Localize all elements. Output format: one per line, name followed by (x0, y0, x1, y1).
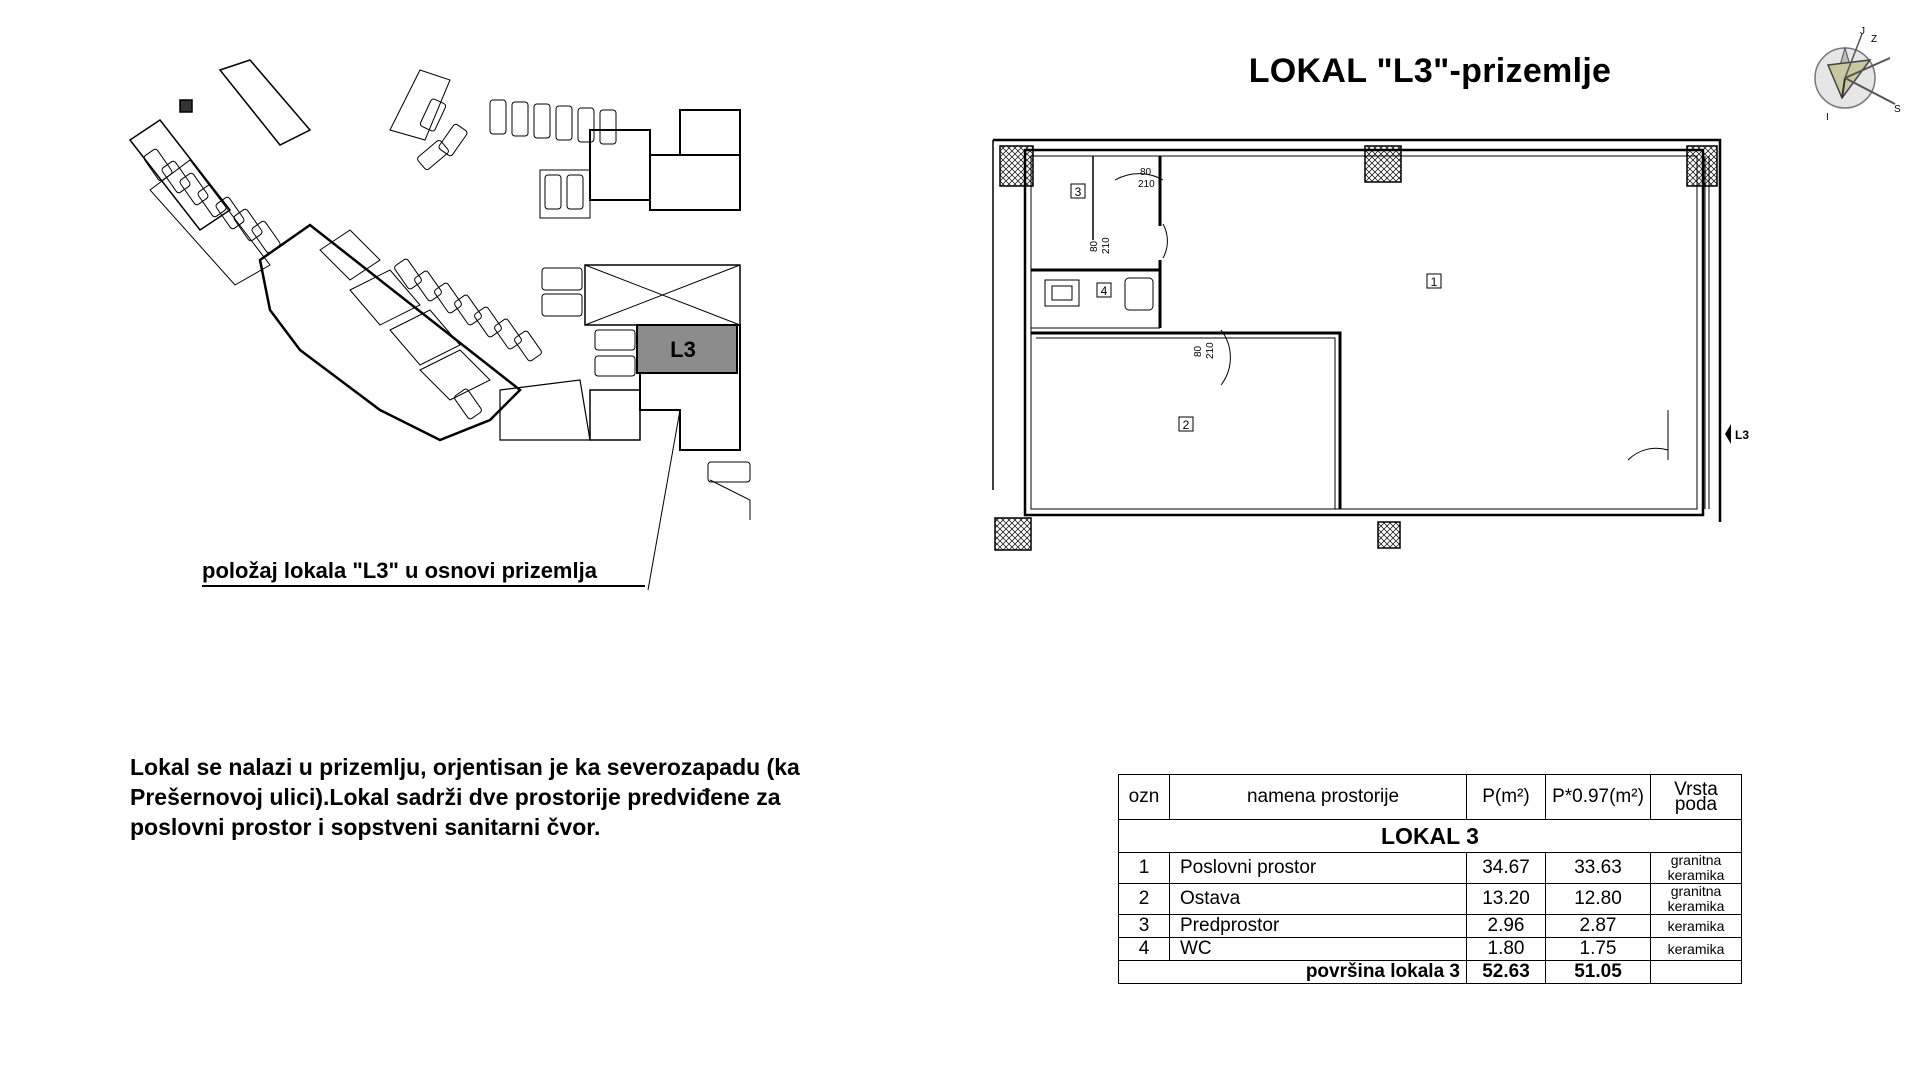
table-total-row (1119, 961, 1742, 984)
table-row (1119, 915, 1742, 938)
compass-icon (1790, 20, 1910, 130)
header-ozn: ozn (1119, 775, 1170, 820)
cell-ozn: 2 (1119, 884, 1170, 915)
cell-name: Poslovni prostor (1170, 853, 1467, 884)
table-row (1119, 884, 1742, 915)
table-row (1119, 938, 1742, 961)
room-number-4: 4 (1100, 284, 1108, 298)
site-plan-caption: položaj lokala "L3" u osnovi prizemlja (202, 558, 597, 583)
room-number-2: 2 (1182, 418, 1190, 432)
cell-floor-type: keramika (1651, 915, 1742, 938)
door-height-label: 210 (1205, 342, 1216, 359)
cell-ozn: 3 (1119, 915, 1170, 938)
room-number-3: 3 (1074, 185, 1082, 199)
floor-plan (985, 130, 1750, 560)
cell-floor-type: granitna keramika (1651, 884, 1742, 915)
l3-unit-label: L3 (670, 337, 696, 362)
cell-name: Ostava (1170, 884, 1467, 915)
total-floor-empty (1651, 961, 1742, 984)
caption-underline (202, 585, 645, 587)
page-title: LOKAL "L3"-prizemlje (1248, 52, 1612, 90)
room-number-1: 1 (1430, 275, 1438, 289)
area-table (1118, 774, 1742, 984)
door-width-label: 80 (1193, 345, 1204, 357)
description-text: Lokal se nalazi u prizemlju, orjentisan je ka severozapadu (ka Prešernovoj ulici).Lokal sadrži dve prostorije predviđene za poslovni prostor i sopstveni sanitarni čvor. (130, 754, 800, 840)
header-area: P(m²) (1467, 775, 1546, 820)
cell-area-reduced: 2.87 (1546, 915, 1651, 938)
cell-area-reduced: 1.75 (1546, 938, 1651, 961)
cell-ozn: 1 (1119, 853, 1170, 884)
door-height-label: 210 (1138, 179, 1155, 190)
cell-name: WC (1170, 938, 1467, 961)
cell-area: 13.20 (1467, 884, 1546, 915)
compass-letter: Z (1871, 34, 1878, 45)
total-area-reduced: 51.05 (1546, 961, 1651, 984)
cell-area: 34.67 (1467, 853, 1546, 884)
total-area: 52.63 (1467, 961, 1546, 984)
door-width-label: 80 (1089, 240, 1100, 252)
table-row (1119, 853, 1742, 884)
header-name: namena prostorije (1170, 775, 1467, 820)
cell-area-reduced: 33.63 (1546, 853, 1651, 884)
cell-area: 2.96 (1467, 915, 1546, 938)
compass-letter: I (1826, 112, 1829, 123)
door-width-label: 80 (1140, 167, 1152, 178)
door-height-label: 210 (1101, 237, 1112, 254)
table-header-row (1119, 775, 1742, 820)
compass-letter: S (1894, 104, 1901, 115)
cell-floor-type: keramika (1651, 938, 1742, 961)
total-label: površina lokala 3 (1119, 961, 1467, 984)
cell-floor-type: granitna keramika (1651, 853, 1742, 884)
cell-area: 1.80 (1467, 938, 1546, 961)
cell-ozn: 4 (1119, 938, 1170, 961)
header-floor-type: Vrsta poda (1651, 775, 1742, 820)
cell-area-reduced: 12.80 (1546, 884, 1651, 915)
table-section-row (1119, 820, 1742, 853)
compass-letter: J (1860, 26, 1865, 37)
site-plan (120, 60, 770, 530)
header-area-reduced: P*0.97(m²) (1546, 775, 1651, 820)
cell-name: Predprostor (1170, 915, 1467, 938)
entrance-label: L3 (1735, 428, 1750, 442)
section-title: LOKAL 3 (1119, 820, 1742, 853)
entrance-arrow-icon (1725, 424, 1731, 444)
